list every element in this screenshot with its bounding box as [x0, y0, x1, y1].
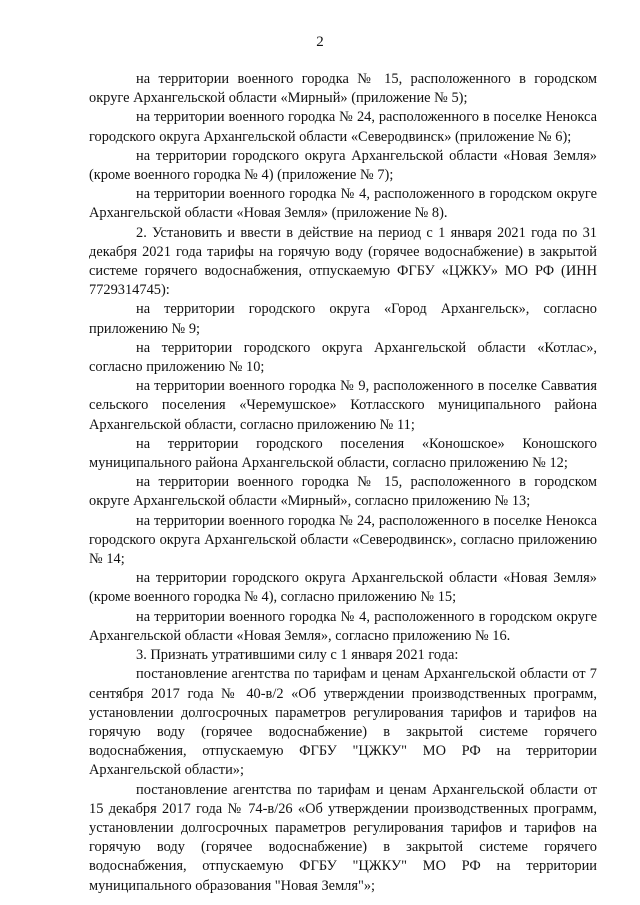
paragraph: на территории городского округа Архангельской области «Котлас», согласно приложению № 10;	[89, 339, 597, 376]
paragraph: постановление агентства по тарифам и ценам Архангельской области от 7 сентября 2017 года № 40-в/2 «Об утверждении производственных программ, установлении долгосрочных параметров регулирования тарифов и тарифов на горячую воду (горячее водоснабжение) в закрытой системе горячего водоснабжения, отпускаемую ФГБУ "ЦЖКУ" МО РФ на территории Архангельской области»;	[89, 666, 597, 779]
paragraph: на территории военного городка № 9, расположенного в поселке Савватия сельского поселения «Черемушское» Котласского муниципального района Архангельской области, согласно приложению № 11;	[89, 378, 597, 433]
paragraph: 3. Признать утратившими силу с 1 января 2021 года:	[136, 647, 459, 664]
paragraph: 2. Установить и ввести в действие на период с 1 января 2021 года по 31 декабря 2021 года тарифы на горячую воду (горячее водоснабжение) в закрытой системе горячего водоснабжения, отпускаемую ФГБУ «ЦЖКУ» МО РФ (ИНН 7729314745):	[89, 224, 597, 299]
paragraph: на территории городского округа Архангельской области «Новая Земля» (кроме военного городка № 4) (приложение № 7);	[89, 147, 597, 184]
document-body	[89, 70, 597, 896]
paragraph: на территории военного городка № 15, расположенного в городском округе Архангельской области «Мирный» (приложение № 5);	[89, 71, 597, 107]
paragraph: на территории военного городка № 15, расположенного в городском округе Архангельской области «Мирный», согласно приложению № 13;	[89, 474, 597, 510]
paragraph: постановление агентства по тарифам и ценам Архангельской области от 15 декабря 2017 года № 74-в/26 «Об утверждении производственных программ, установлении долгосрочных параметров регулирования тарифов и тарифов на горячую воду (горячее водоснабжение) в закрытой системе горячего водоснабжения, отпускаемую ФГБУ "ЦЖКУ" МО РФ на территории муниципального образования "Новая Земля"»;	[89, 781, 597, 894]
paragraph: на территории военного городка № 24, расположенного в поселке Ненокса городского округа Архангельской области «Северодвинск» (приложение № 6);	[89, 109, 597, 145]
paragraph: на территории военного городка № 4, расположенного в городском округе Архангельской области «Новая Земля» (приложение № 8).	[89, 186, 597, 222]
paragraph: на территории городского округа Архангельской области «Новая Земля» (кроме военного городка № 4), согласно приложению № 15;	[89, 570, 597, 606]
page-number: 2	[316, 34, 324, 50]
paragraph: на территории городского поселения «Коношское» Коношского муниципального района Архангельской области, согласно приложению № 12;	[89, 435, 597, 472]
paragraph: на территории военного городка № 24, расположенного в поселке Ненокса городского округа Архангельской области «Северодвинск», согласно приложению № 14;	[89, 512, 597, 568]
paragraph: на территории городского округа «Город Архангельск», согласно приложению № 9;	[89, 301, 597, 337]
paragraph: на территории военного городка № 4, расположенного в городском округе Архангельской области «Новая Земля», согласно приложению № 16.	[89, 608, 597, 644]
